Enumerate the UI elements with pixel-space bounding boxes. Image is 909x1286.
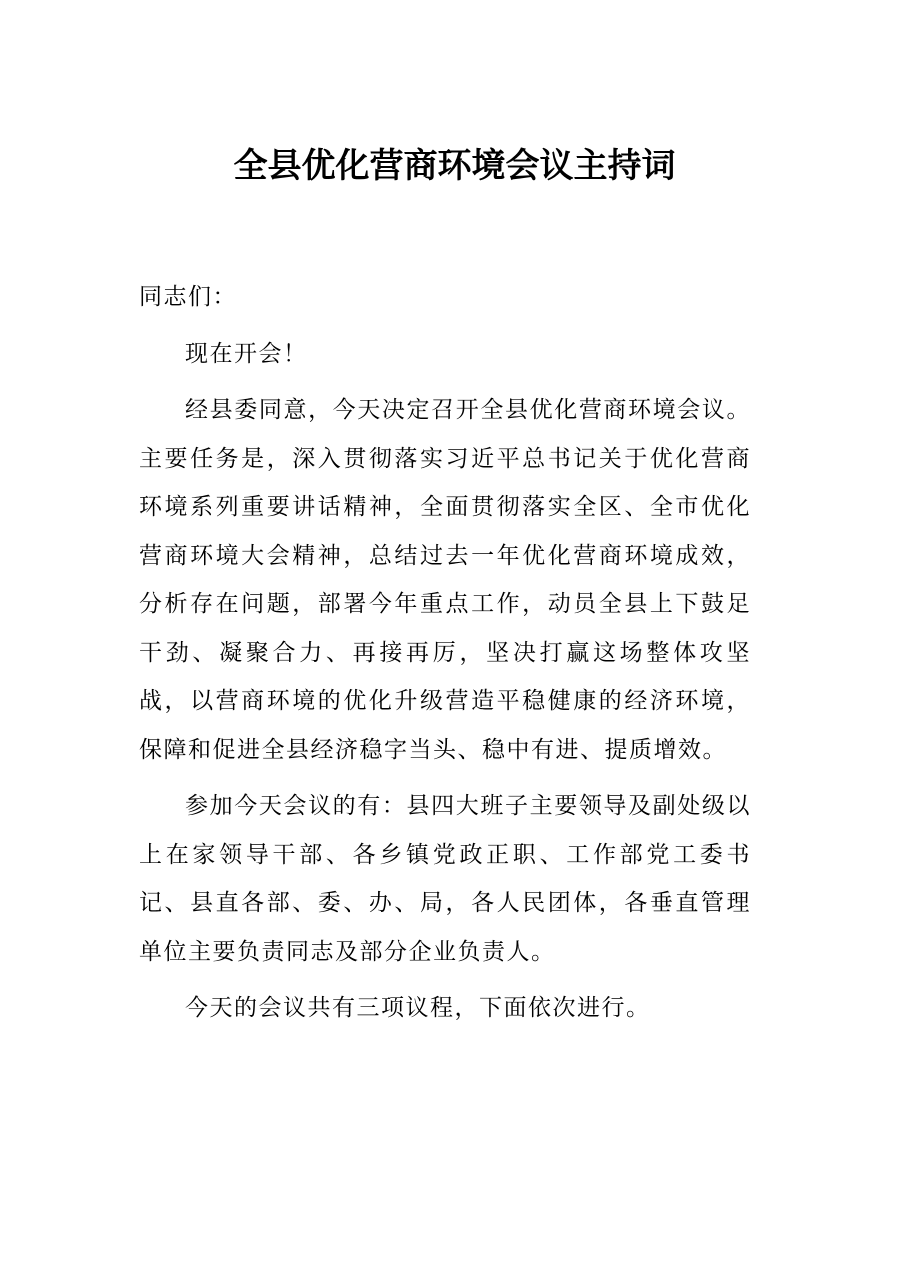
salutation: 同志们： bbox=[139, 284, 237, 310]
document-body bbox=[139, 273, 751, 1041]
document-title: 全县优化营商环境会议主持词 bbox=[233, 146, 676, 186]
paragraph-attendees: 参加今天会议的有：县四大班子主要领导及副处级以上在家领导干部、各乡镇党政正职、工作部党工委书记、县直各部、委、办、局，各人民团体，各垂直管理单位主要负责同志及部分企业负责人。 bbox=[139, 793, 751, 965]
paragraph-opening: 现在开会！ bbox=[185, 340, 308, 367]
paragraph-purpose: 经县委同意，今天决定召开全县优化营商环境会议。主要任务是，深入贯彻落实习近平总书记关于优化营商环境系列重要讲话精神，全面贯彻落实全区、全市优化营商环境大会精神，总结过去一年优化营商环境成效，分析存在问题，部署今年重点工作，动员全县上下鼓足干劲、凝聚合力、再接再厉，坚决打赢这场整体攻坚战，以营商环境的优化升级营造平稳健康的经济环境，保障和促进全县经济稳字当头、稳中有进、提质增效。 bbox=[139, 397, 751, 763]
paragraph-agenda: 今天的会议共有三项议程，下面依次进行。 bbox=[185, 995, 651, 1021]
